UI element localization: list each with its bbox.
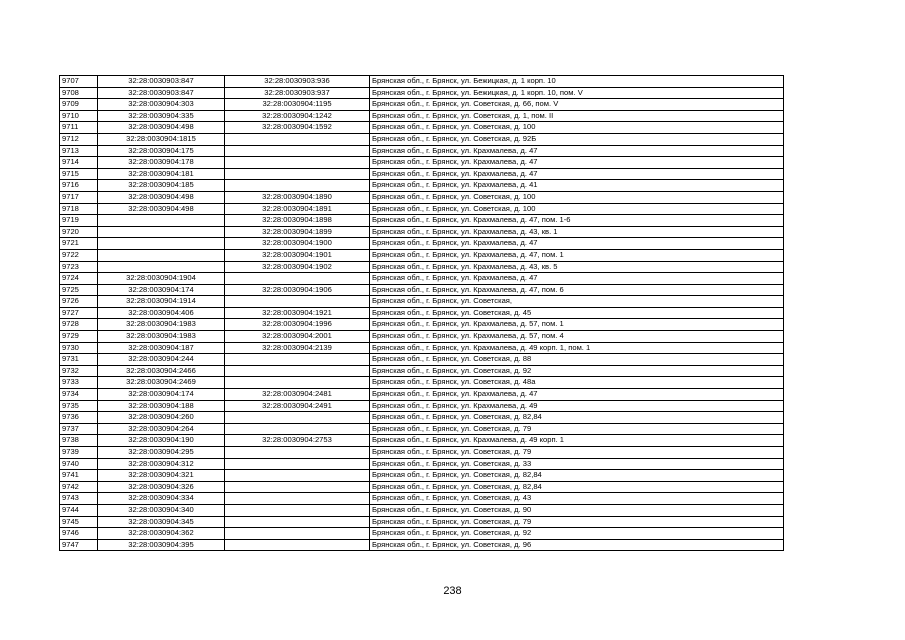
address-cell: Брянская обл., г. Брянск, ул. Советская, д. 90 bbox=[370, 504, 784, 516]
table-row bbox=[60, 528, 784, 540]
object-cadastral-number-cell: 32:28:0030904:1899 bbox=[225, 226, 370, 238]
object-cadastral-number-cell: 32:28:0030904:1906 bbox=[225, 284, 370, 296]
cadastral-number-cell: 32:28:0030903:847 bbox=[98, 76, 225, 88]
cadastral-number-cell: 32:28:0030904:340 bbox=[98, 504, 225, 516]
table-row bbox=[60, 110, 784, 122]
object-cadastral-number-cell: 32:28:0030903:936 bbox=[225, 76, 370, 88]
object-cadastral-number-cell bbox=[225, 412, 370, 424]
row-number-cell: 9742 bbox=[60, 481, 98, 493]
object-cadastral-number-cell: 32:28:0030904:1921 bbox=[225, 307, 370, 319]
object-cadastral-number-cell bbox=[225, 447, 370, 459]
cadastral-number-cell: 32:28:0030904:264 bbox=[98, 423, 225, 435]
cadastral-number-cell: 32:28:0030904:1983 bbox=[98, 331, 225, 343]
address-cell: Брянская обл., г. Брянск, ул. Советская, д. 43 bbox=[370, 493, 784, 505]
object-cadastral-number-cell: 32:28:0030904:1891 bbox=[225, 203, 370, 215]
cadastral-number-cell: 32:28:0030904:406 bbox=[98, 307, 225, 319]
row-number-cell: 9709 bbox=[60, 99, 98, 111]
cadastral-number-cell: 32:28:0030904:395 bbox=[98, 539, 225, 551]
cadastral-number-cell: 32:28:0030904:1914 bbox=[98, 296, 225, 308]
registry-table-body bbox=[60, 76, 784, 551]
cadastral-number-cell: 32:28:0030904:1983 bbox=[98, 319, 225, 331]
row-number-cell: 9717 bbox=[60, 191, 98, 203]
address-cell: Брянская обл., г. Брянск, ул. Крахмалева, д. 49 корп. 1 bbox=[370, 435, 784, 447]
row-number-cell: 9725 bbox=[60, 284, 98, 296]
table-row bbox=[60, 342, 784, 354]
cadastral-number-cell: 32:28:0030904:190 bbox=[98, 435, 225, 447]
table-row bbox=[60, 447, 784, 459]
cadastral-number-cell: 32:28:0030904:362 bbox=[98, 528, 225, 540]
row-number-cell: 9722 bbox=[60, 249, 98, 261]
address-cell: Брянская обл., г. Брянск, ул. Советская, д. 33 bbox=[370, 458, 784, 470]
row-number-cell: 9731 bbox=[60, 354, 98, 366]
address-cell: Брянская обл., г. Брянск, ул. Советская, д. 45 bbox=[370, 307, 784, 319]
table-row bbox=[60, 203, 784, 215]
cadastral-number-cell bbox=[98, 238, 225, 250]
table-row bbox=[60, 226, 784, 238]
cadastral-number-cell: 32:28:0030904:345 bbox=[98, 516, 225, 528]
row-number-cell: 9715 bbox=[60, 168, 98, 180]
object-cadastral-number-cell bbox=[225, 168, 370, 180]
object-cadastral-number-cell: 32:28:0030904:2481 bbox=[225, 389, 370, 401]
table-row bbox=[60, 284, 784, 296]
cadastral-number-cell: 32:28:0030904:244 bbox=[98, 354, 225, 366]
cadastral-number-cell bbox=[98, 249, 225, 261]
table-row bbox=[60, 296, 784, 308]
address-cell: Брянская обл., г. Брянск, ул. Советская, д. 100 bbox=[370, 191, 784, 203]
table-row bbox=[60, 249, 784, 261]
address-cell: Брянская обл., г. Брянск, ул. Советская, д. 48а bbox=[370, 377, 784, 389]
cadastral-number-cell: 32:28:0030904:295 bbox=[98, 447, 225, 459]
address-cell: Брянская обл., г. Брянск, ул. Бежицкая, д. 1 корп. 10, пом. V bbox=[370, 87, 784, 99]
table-row bbox=[60, 354, 784, 366]
object-cadastral-number-cell: 32:28:0030903:937 bbox=[225, 87, 370, 99]
row-number-cell: 9746 bbox=[60, 528, 98, 540]
table-row bbox=[60, 435, 784, 447]
table-row bbox=[60, 377, 784, 389]
object-cadastral-number-cell bbox=[225, 458, 370, 470]
cadastral-number-cell: 32:28:0030904:187 bbox=[98, 342, 225, 354]
row-number-cell: 9737 bbox=[60, 423, 98, 435]
cadastral-number-cell: 32:28:0030904:185 bbox=[98, 180, 225, 192]
cadastral-number-cell: 32:28:0030904:175 bbox=[98, 145, 225, 157]
table-row bbox=[60, 168, 784, 180]
address-cell: Брянская обл., г. Брянск, ул. Советская, д. 96 bbox=[370, 539, 784, 551]
object-cadastral-number-cell bbox=[225, 133, 370, 145]
address-cell: Брянская обл., г. Брянск, ул. Крахмалева, д. 57, пом. 1 bbox=[370, 319, 784, 331]
row-number-cell: 9734 bbox=[60, 389, 98, 401]
address-cell: Брянская обл., г. Брянск, ул. Крахмалева, д. 47 bbox=[370, 157, 784, 169]
object-cadastral-number-cell: 32:28:0030904:1242 bbox=[225, 110, 370, 122]
object-cadastral-number-cell: 32:28:0030904:1898 bbox=[225, 215, 370, 227]
row-number-cell: 9711 bbox=[60, 122, 98, 134]
object-cadastral-number-cell bbox=[225, 157, 370, 169]
cadastral-number-cell: 32:28:0030904:335 bbox=[98, 110, 225, 122]
object-cadastral-number-cell bbox=[225, 296, 370, 308]
address-cell: Брянская обл., г. Брянск, ул. Советская, д. 92Б bbox=[370, 133, 784, 145]
cadastral-number-cell: 32:28:0030904:498 bbox=[98, 191, 225, 203]
table-row bbox=[60, 458, 784, 470]
table-row bbox=[60, 307, 784, 319]
row-number-cell: 9736 bbox=[60, 412, 98, 424]
table-row bbox=[60, 412, 784, 424]
address-cell: Брянская обл., г. Брянск, ул. Крахмалева, д. 47 bbox=[370, 389, 784, 401]
page-number: 238 bbox=[443, 585, 462, 597]
cadastral-number-cell: 32:28:0030904:178 bbox=[98, 157, 225, 169]
row-number-cell: 9738 bbox=[60, 435, 98, 447]
table-row bbox=[60, 76, 784, 88]
row-number-cell: 9726 bbox=[60, 296, 98, 308]
row-number-cell: 9730 bbox=[60, 342, 98, 354]
row-number-cell: 9712 bbox=[60, 133, 98, 145]
address-cell: Брянская обл., г. Брянск, ул. Крахмалева, д. 47 bbox=[370, 238, 784, 250]
object-cadastral-number-cell: 32:28:0030904:1592 bbox=[225, 122, 370, 134]
cadastral-number-cell: 32:28:0030904:321 bbox=[98, 470, 225, 482]
row-number-cell: 9719 bbox=[60, 215, 98, 227]
cadastral-number-cell: 32:28:0030904:174 bbox=[98, 389, 225, 401]
table-row bbox=[60, 423, 784, 435]
table-row bbox=[60, 145, 784, 157]
row-number-cell: 9721 bbox=[60, 238, 98, 250]
object-cadastral-number-cell: 32:28:0030904:2491 bbox=[225, 400, 370, 412]
table-row bbox=[60, 99, 784, 111]
table-row bbox=[60, 331, 784, 343]
table-row bbox=[60, 516, 784, 528]
address-cell: Брянская обл., г. Брянск, ул. Крахмалева, д. 49 bbox=[370, 400, 784, 412]
object-cadastral-number-cell: 32:28:0030904:1890 bbox=[225, 191, 370, 203]
cadastral-number-cell bbox=[98, 226, 225, 238]
row-number-cell: 9735 bbox=[60, 400, 98, 412]
table-row bbox=[60, 273, 784, 285]
table-row bbox=[60, 481, 784, 493]
cadastral-number-cell bbox=[98, 261, 225, 273]
row-number-cell: 9727 bbox=[60, 307, 98, 319]
table-row bbox=[60, 470, 784, 482]
address-cell: Брянская обл., г. Брянск, ул. Крахмалева, д. 47 bbox=[370, 168, 784, 180]
row-number-cell: 9729 bbox=[60, 331, 98, 343]
object-cadastral-number-cell: 32:28:0030904:2139 bbox=[225, 342, 370, 354]
address-cell: Брянская обл., г. Брянск, ул. Советская, д. 79 bbox=[370, 423, 784, 435]
address-cell: Брянская обл., г. Брянск, ул. Крахмалева, д. 47, пом. 6 bbox=[370, 284, 784, 296]
table-row bbox=[60, 389, 784, 401]
object-cadastral-number-cell bbox=[225, 539, 370, 551]
table-row bbox=[60, 122, 784, 134]
row-number-cell: 9743 bbox=[60, 493, 98, 505]
table-row bbox=[60, 215, 784, 227]
address-cell: Брянская обл., г. Брянск, ул. Советская, д. 100 bbox=[370, 203, 784, 215]
cadastral-number-cell: 32:28:0030904:498 bbox=[98, 203, 225, 215]
row-number-cell: 9732 bbox=[60, 365, 98, 377]
address-cell: Брянская обл., г. Брянск, ул. Советская, д. 79 bbox=[370, 516, 784, 528]
object-cadastral-number-cell: 32:28:0030904:1901 bbox=[225, 249, 370, 261]
object-cadastral-number-cell: 32:28:0030904:2753 bbox=[225, 435, 370, 447]
address-cell: Брянская обл., г. Брянск, ул. Крахмалева, д. 41 bbox=[370, 180, 784, 192]
address-cell: Брянская обл., г. Брянск, ул. Советская, д. 79 bbox=[370, 447, 784, 459]
row-number-cell: 9708 bbox=[60, 87, 98, 99]
address-cell: Брянская обл., г. Брянск, ул. Советская, д. 92 bbox=[370, 528, 784, 540]
table-row bbox=[60, 400, 784, 412]
object-cadastral-number-cell: 32:28:0030904:1195 bbox=[225, 99, 370, 111]
object-cadastral-number-cell bbox=[225, 145, 370, 157]
address-cell: Брянская обл., г. Брянск, ул. Крахмалева, д. 47 bbox=[370, 273, 784, 285]
table-row bbox=[60, 87, 784, 99]
object-cadastral-number-cell bbox=[225, 354, 370, 366]
address-cell: Брянская обл., г. Брянск, ул. Крахмалева, д. 49 корп. 1, пом. 1 bbox=[370, 342, 784, 354]
cadastral-number-cell: 32:28:0030904:181 bbox=[98, 168, 225, 180]
address-cell: Брянская обл., г. Брянск, ул. Советская, д. 100 bbox=[370, 122, 784, 134]
table-row bbox=[60, 157, 784, 169]
row-number-cell: 9733 bbox=[60, 377, 98, 389]
address-cell: Брянская обл., г. Брянск, ул. Советская, bbox=[370, 296, 784, 308]
table-row bbox=[60, 191, 784, 203]
table-row bbox=[60, 504, 784, 516]
object-cadastral-number-cell bbox=[225, 504, 370, 516]
row-number-cell: 9716 bbox=[60, 180, 98, 192]
row-number-cell: 9714 bbox=[60, 157, 98, 169]
object-cadastral-number-cell: 32:28:0030904:1902 bbox=[225, 261, 370, 273]
address-cell: Брянская обл., г. Брянск, ул. Крахмалева, д. 43, кв. 5 bbox=[370, 261, 784, 273]
object-cadastral-number-cell bbox=[225, 528, 370, 540]
table-row bbox=[60, 180, 784, 192]
row-number-cell: 9710 bbox=[60, 110, 98, 122]
cadastral-number-cell: 32:28:0030904:1815 bbox=[98, 133, 225, 145]
address-cell: Брянская обл., г. Брянск, ул. Крахмалева, д. 47, пом. 1 bbox=[370, 249, 784, 261]
cadastral-number-cell: 32:28:0030904:498 bbox=[98, 122, 225, 134]
address-cell: Брянская обл., г. Брянск, ул. Крахмалева, д. 57, пом. 4 bbox=[370, 331, 784, 343]
row-number-cell: 9740 bbox=[60, 458, 98, 470]
row-number-cell: 9724 bbox=[60, 273, 98, 285]
address-cell: Брянская обл., г. Брянск, ул. Советская, д. 66, пом. V bbox=[370, 99, 784, 111]
cadastral-number-cell: 32:28:0030904:1904 bbox=[98, 273, 225, 285]
row-number-cell: 9707 bbox=[60, 76, 98, 88]
object-cadastral-number-cell bbox=[225, 516, 370, 528]
cadastral-number-cell: 32:28:0030904:260 bbox=[98, 412, 225, 424]
cadastral-number-cell: 32:28:0030904:334 bbox=[98, 493, 225, 505]
row-number-cell: 9723 bbox=[60, 261, 98, 273]
address-cell: Брянская обл., г. Брянск, ул. Советская, д. 88 bbox=[370, 354, 784, 366]
cadastral-number-cell: 32:28:0030904:312 bbox=[98, 458, 225, 470]
address-cell: Брянская обл., г. Брянск, ул. Крахмалева, д. 47, пом. 1-6 bbox=[370, 215, 784, 227]
registry-table bbox=[59, 75, 784, 551]
table-row bbox=[60, 319, 784, 331]
object-cadastral-number-cell bbox=[225, 377, 370, 389]
address-cell: Брянская обл., г. Брянск, ул. Советская, д. 92 bbox=[370, 365, 784, 377]
cadastral-number-cell: 32:28:0030904:326 bbox=[98, 481, 225, 493]
address-cell: Брянская обл., г. Брянск, ул. Советская, д. 82,84 bbox=[370, 412, 784, 424]
address-cell: Брянская обл., г. Брянск, ул. Советская, д. 82,84 bbox=[370, 470, 784, 482]
address-cell: Брянская обл., г. Брянск, ул. Бежицкая, д. 1 корп. 10 bbox=[370, 76, 784, 88]
row-number-cell: 9747 bbox=[60, 539, 98, 551]
row-number-cell: 9741 bbox=[60, 470, 98, 482]
cadastral-number-cell: 32:28:0030904:303 bbox=[98, 99, 225, 111]
address-cell: Брянская обл., г. Брянск, ул. Советская, д. 1, пом. II bbox=[370, 110, 784, 122]
row-number-cell: 9718 bbox=[60, 203, 98, 215]
object-cadastral-number-cell: 32:28:0030904:2001 bbox=[225, 331, 370, 343]
table-row bbox=[60, 261, 784, 273]
cadastral-number-cell bbox=[98, 215, 225, 227]
object-cadastral-number-cell bbox=[225, 273, 370, 285]
cadastral-number-cell: 32:28:0030904:188 bbox=[98, 400, 225, 412]
object-cadastral-number-cell bbox=[225, 423, 370, 435]
cadastral-number-cell: 32:28:0030903:847 bbox=[98, 87, 225, 99]
row-number-cell: 9745 bbox=[60, 516, 98, 528]
table-row bbox=[60, 238, 784, 250]
row-number-cell: 9713 bbox=[60, 145, 98, 157]
object-cadastral-number-cell bbox=[225, 493, 370, 505]
table-row bbox=[60, 365, 784, 377]
object-cadastral-number-cell bbox=[225, 365, 370, 377]
address-cell: Брянская обл., г. Брянск, ул. Крахмалева, д. 47 bbox=[370, 145, 784, 157]
row-number-cell: 9720 bbox=[60, 226, 98, 238]
table-row bbox=[60, 493, 784, 505]
address-cell: Брянская обл., г. Брянск, ул. Крахмалева, д. 43, кв. 1 bbox=[370, 226, 784, 238]
object-cadastral-number-cell bbox=[225, 470, 370, 482]
row-number-cell: 9728 bbox=[60, 319, 98, 331]
cadastral-number-cell: 32:28:0030904:2466 bbox=[98, 365, 225, 377]
cadastral-number-cell: 32:28:0030904:2469 bbox=[98, 377, 225, 389]
object-cadastral-number-cell bbox=[225, 180, 370, 192]
address-cell: Брянская обл., г. Брянск, ул. Советская, д. 82,84 bbox=[370, 481, 784, 493]
row-number-cell: 9744 bbox=[60, 504, 98, 516]
object-cadastral-number-cell: 32:28:0030904:1996 bbox=[225, 319, 370, 331]
object-cadastral-number-cell: 32:28:0030904:1900 bbox=[225, 238, 370, 250]
table-row bbox=[60, 133, 784, 145]
object-cadastral-number-cell bbox=[225, 481, 370, 493]
row-number-cell: 9739 bbox=[60, 447, 98, 459]
table-row bbox=[60, 539, 784, 551]
cadastral-number-cell: 32:28:0030904:174 bbox=[98, 284, 225, 296]
